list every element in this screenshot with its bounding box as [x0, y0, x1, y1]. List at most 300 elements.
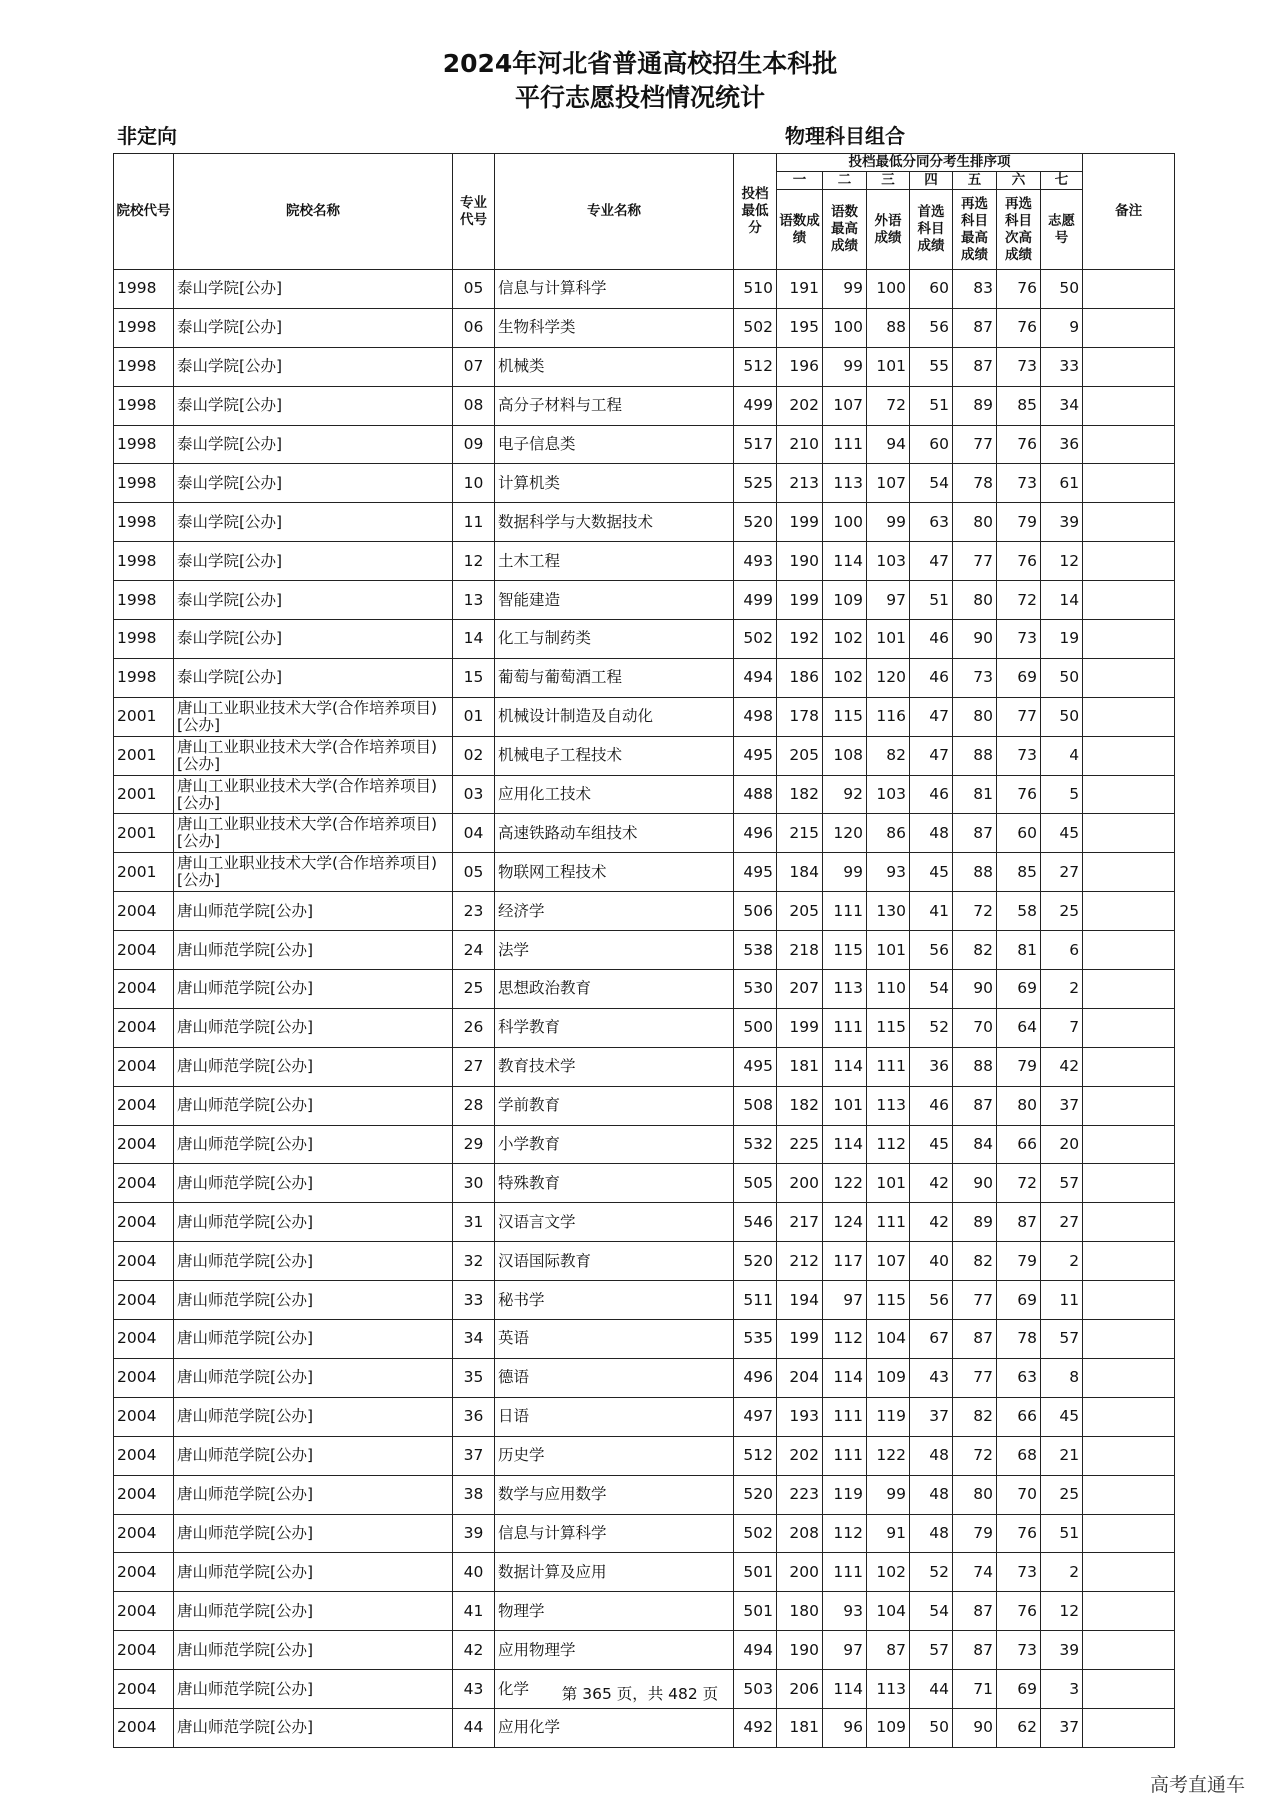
criterion-1-cell: 199	[777, 503, 823, 542]
criterion-3-cell: 99	[867, 1475, 910, 1514]
criterion-1-cell: 202	[777, 386, 823, 425]
criterion-3-cell: 101	[867, 620, 910, 659]
criterion-6-cell: 73	[997, 1631, 1041, 1670]
criterion-6-cell: 87	[997, 1203, 1041, 1242]
table-row	[114, 1125, 1175, 1164]
criterion-3-cell: 102	[867, 1553, 910, 1592]
criterion-4-cell: 67	[910, 1320, 953, 1359]
min-score-cell: 502	[734, 620, 777, 659]
school-code-cell: 1998	[114, 425, 174, 464]
criterion-6-cell: 73	[997, 620, 1041, 659]
criterion-2-cell: 107	[823, 386, 867, 425]
criterion-4-cell: 48	[910, 1514, 953, 1553]
criterion-3-cell: 91	[867, 1514, 910, 1553]
header-criterion-1: 语数成绩	[777, 190, 823, 270]
school-code-cell: 2001	[114, 775, 174, 814]
criterion-4-cell: 43	[910, 1358, 953, 1397]
criterion-2-cell: 108	[823, 736, 867, 775]
school-code-cell: 2004	[114, 970, 174, 1009]
criterion-7-cell: 20	[1041, 1125, 1083, 1164]
criterion-4-cell: 37	[910, 1397, 953, 1436]
school-name-cell: 唐山师范学院[公办]	[174, 970, 453, 1009]
criterion-4-cell: 51	[910, 581, 953, 620]
criterion-7-cell: 12	[1041, 542, 1083, 581]
major-code-cell: 01	[453, 697, 495, 736]
criterion-2-cell: 99	[823, 853, 867, 892]
criterion-7-cell: 7	[1041, 1008, 1083, 1047]
criterion-2-cell: 99	[823, 347, 867, 386]
criterion-3-cell: 72	[867, 386, 910, 425]
criterion-3-cell: 119	[867, 1397, 910, 1436]
table-row	[114, 853, 1175, 892]
header-order-2: 二	[823, 172, 867, 190]
criterion-7-cell: 5	[1041, 775, 1083, 814]
min-score-cell: 493	[734, 542, 777, 581]
min-score-cell: 520	[734, 503, 777, 542]
criterion-5-cell: 88	[953, 736, 997, 775]
header-order-5: 五	[953, 172, 997, 190]
page-footer: 第 365 页，共 482 页	[561, 1685, 719, 1703]
criterion-1-cell: 223	[777, 1475, 823, 1514]
criterion-7-cell: 57	[1041, 1164, 1083, 1203]
table-row	[114, 775, 1175, 814]
criterion-1-cell: 196	[777, 347, 823, 386]
min-score-cell: 499	[734, 581, 777, 620]
criterion-5-cell: 88	[953, 853, 997, 892]
school-name-cell: 唐山师范学院[公办]	[174, 1008, 453, 1047]
table-row	[114, 1514, 1175, 1553]
criterion-3-cell: 112	[867, 1125, 910, 1164]
remark-cell	[1083, 1553, 1175, 1592]
remark-cell	[1083, 1631, 1175, 1670]
school-name-cell: 泰山学院[公办]	[174, 581, 453, 620]
criterion-3-cell: 103	[867, 542, 910, 581]
min-score-cell: 496	[734, 814, 777, 853]
criterion-2-cell: 114	[823, 542, 867, 581]
major-code-cell: 10	[453, 464, 495, 503]
criterion-7-cell: 25	[1041, 892, 1083, 931]
criterion-3-cell: 109	[867, 1358, 910, 1397]
criterion-2-cell: 115	[823, 697, 867, 736]
criterion-7-cell: 42	[1041, 1047, 1083, 1086]
min-score-cell: 532	[734, 1125, 777, 1164]
criterion-4-cell: 52	[910, 1553, 953, 1592]
major-code-cell: 25	[453, 970, 495, 1009]
criterion-4-cell: 50	[910, 1708, 953, 1747]
remark-cell	[1083, 270, 1175, 309]
criterion-7-cell: 2	[1041, 1242, 1083, 1281]
header-order-4: 四	[910, 172, 953, 190]
remark-cell	[1083, 1086, 1175, 1125]
major-code-cell: 09	[453, 425, 495, 464]
criterion-6-cell: 73	[997, 736, 1041, 775]
criterion-2-cell: 93	[823, 1592, 867, 1631]
major-code-cell: 32	[453, 1242, 495, 1281]
criterion-5-cell: 80	[953, 697, 997, 736]
criterion-6-cell: 79	[997, 1242, 1041, 1281]
criterion-2-cell: 112	[823, 1514, 867, 1553]
table-row	[114, 1708, 1175, 1747]
major-name-cell: 特殊教育	[495, 1164, 734, 1203]
subject-group-label: 物理科目组合	[785, 124, 905, 148]
remark-cell	[1083, 970, 1175, 1009]
criterion-7-cell: 2	[1041, 1553, 1083, 1592]
remark-cell	[1083, 658, 1175, 697]
criterion-3-cell: 109	[867, 1708, 910, 1747]
major-name-cell: 机械电子工程技术	[495, 736, 734, 775]
criterion-1-cell: 193	[777, 1397, 823, 1436]
criterion-4-cell: 54	[910, 1592, 953, 1631]
school-name-cell: 泰山学院[公办]	[174, 347, 453, 386]
min-score-cell: 495	[734, 1047, 777, 1086]
criterion-5-cell: 73	[953, 658, 997, 697]
criterion-1-cell: 178	[777, 697, 823, 736]
criterion-3-cell: 87	[867, 1631, 910, 1670]
criterion-1-cell: 225	[777, 1125, 823, 1164]
min-score-cell: 535	[734, 1320, 777, 1359]
criterion-1-cell: 184	[777, 853, 823, 892]
remark-cell	[1083, 425, 1175, 464]
criterion-6-cell: 63	[997, 1358, 1041, 1397]
min-score-cell: 496	[734, 1358, 777, 1397]
criterion-6-cell: 76	[997, 425, 1041, 464]
min-score-cell: 505	[734, 1164, 777, 1203]
criterion-4-cell: 46	[910, 620, 953, 659]
remark-cell	[1083, 503, 1175, 542]
criterion-3-cell: 111	[867, 1203, 910, 1242]
school-name-cell: 唐山师范学院[公办]	[174, 1475, 453, 1514]
table-row	[114, 970, 1175, 1009]
criterion-1-cell: 212	[777, 1242, 823, 1281]
major-code-cell: 03	[453, 775, 495, 814]
criterion-6-cell: 66	[997, 1125, 1041, 1164]
major-code-cell: 43	[453, 1670, 495, 1709]
school-name-cell: 泰山学院[公办]	[174, 503, 453, 542]
criterion-7-cell: 34	[1041, 386, 1083, 425]
table-row	[114, 1047, 1175, 1086]
header-order-3: 三	[867, 172, 910, 190]
min-score-cell: 495	[734, 853, 777, 892]
criterion-3-cell: 116	[867, 697, 910, 736]
criterion-6-cell: 69	[997, 970, 1041, 1009]
table-row	[114, 347, 1175, 386]
min-score-cell: 525	[734, 464, 777, 503]
school-code-cell: 2001	[114, 736, 174, 775]
criterion-4-cell: 47	[910, 542, 953, 581]
school-name-cell: 唐山师范学院[公办]	[174, 1514, 453, 1553]
criterion-1-cell: 199	[777, 581, 823, 620]
criterion-5-cell: 87	[953, 1320, 997, 1359]
major-code-cell: 12	[453, 542, 495, 581]
school-code-cell: 2004	[114, 1008, 174, 1047]
major-code-cell: 24	[453, 931, 495, 970]
school-code-cell: 2004	[114, 1086, 174, 1125]
criterion-7-cell: 25	[1041, 1475, 1083, 1514]
major-code-cell: 23	[453, 892, 495, 931]
school-name-cell: 泰山学院[公办]	[174, 542, 453, 581]
criterion-2-cell: 96	[823, 1708, 867, 1747]
major-name-cell: 德语	[495, 1358, 734, 1397]
criterion-7-cell: 4	[1041, 736, 1083, 775]
criterion-5-cell: 90	[953, 1164, 997, 1203]
criterion-3-cell: 120	[867, 658, 910, 697]
school-name-cell: 唐山师范学院[公办]	[174, 1125, 453, 1164]
major-code-cell: 36	[453, 1397, 495, 1436]
school-name-cell: 唐山师范学院[公办]	[174, 1358, 453, 1397]
remark-cell	[1083, 853, 1175, 892]
criterion-4-cell: 42	[910, 1203, 953, 1242]
criterion-6-cell: 76	[997, 1592, 1041, 1631]
header-criterion-4: 首选科目成绩	[910, 190, 953, 270]
criterion-4-cell: 48	[910, 814, 953, 853]
header-criterion-5: 再选科目最高成绩	[953, 190, 997, 270]
major-name-cell: 葡萄与葡萄酒工程	[495, 658, 734, 697]
criterion-6-cell: 69	[997, 1281, 1041, 1320]
criterion-6-cell: 60	[997, 814, 1041, 853]
criterion-3-cell: 86	[867, 814, 910, 853]
criterion-2-cell: 117	[823, 1242, 867, 1281]
criterion-6-cell: 69	[997, 658, 1041, 697]
major-name-cell: 教育技术学	[495, 1047, 734, 1086]
criterion-6-cell: 76	[997, 775, 1041, 814]
criterion-1-cell: 199	[777, 1320, 823, 1359]
criterion-2-cell: 119	[823, 1475, 867, 1514]
criterion-2-cell: 102	[823, 620, 867, 659]
criterion-5-cell: 87	[953, 1631, 997, 1670]
min-score-cell: 520	[734, 1242, 777, 1281]
criterion-7-cell: 39	[1041, 1631, 1083, 1670]
document-title-line2: 平行志愿投档情况统计	[514, 83, 765, 112]
school-code-cell: 1998	[114, 581, 174, 620]
criterion-1-cell: 215	[777, 814, 823, 853]
school-code-cell: 2001	[114, 814, 174, 853]
school-name-cell: 唐山工业职业技术大学(合作培养项目)[公办]	[174, 697, 453, 736]
criterion-6-cell: 80	[997, 1086, 1041, 1125]
major-name-cell: 物联网工程技术	[495, 853, 734, 892]
criterion-1-cell: 210	[777, 425, 823, 464]
school-name-cell: 泰山学院[公办]	[174, 658, 453, 697]
criterion-1-cell: 213	[777, 464, 823, 503]
school-name-cell: 唐山师范学院[公办]	[174, 892, 453, 931]
school-code-cell: 2004	[114, 1592, 174, 1631]
criterion-2-cell: 102	[823, 658, 867, 697]
criterion-2-cell: 111	[823, 425, 867, 464]
school-name-cell: 唐山师范学院[公办]	[174, 1320, 453, 1359]
table-row	[114, 464, 1175, 503]
major-name-cell: 生物科学类	[495, 308, 734, 347]
major-code-cell: 15	[453, 658, 495, 697]
major-name-cell: 信息与计算科学	[495, 270, 734, 309]
remark-cell	[1083, 1514, 1175, 1553]
school-code-cell: 2004	[114, 1553, 174, 1592]
school-code-cell: 2001	[114, 697, 174, 736]
criterion-5-cell: 82	[953, 1397, 997, 1436]
criterion-6-cell: 73	[997, 347, 1041, 386]
criterion-7-cell: 50	[1041, 270, 1083, 309]
criterion-4-cell: 56	[910, 1281, 953, 1320]
criterion-2-cell: 99	[823, 270, 867, 309]
table-row	[114, 386, 1175, 425]
school-name-cell: 唐山工业职业技术大学(合作培养项目)[公办]	[174, 736, 453, 775]
major-name-cell: 汉语国际教育	[495, 1242, 734, 1281]
school-name-cell: 唐山师范学院[公办]	[174, 1086, 453, 1125]
major-code-cell: 06	[453, 308, 495, 347]
major-code-cell: 14	[453, 620, 495, 659]
admission-table	[113, 153, 1175, 1748]
major-code-cell: 30	[453, 1164, 495, 1203]
school-name-cell: 唐山工业职业技术大学(合作培养项目)[公办]	[174, 775, 453, 814]
school-name-cell: 唐山工业职业技术大学(合作培养项目)[公办]	[174, 814, 453, 853]
major-name-cell: 科学教育	[495, 1008, 734, 1047]
table-row	[114, 1164, 1175, 1203]
criterion-1-cell: 181	[777, 1708, 823, 1747]
criterion-3-cell: 107	[867, 464, 910, 503]
criterion-2-cell: 97	[823, 1281, 867, 1320]
criterion-7-cell: 37	[1041, 1086, 1083, 1125]
major-code-cell: 07	[453, 347, 495, 386]
major-name-cell: 信息与计算科学	[495, 1514, 734, 1553]
criterion-4-cell: 48	[910, 1436, 953, 1475]
criterion-4-cell: 54	[910, 464, 953, 503]
criterion-3-cell: 88	[867, 308, 910, 347]
header-remark: 备注	[1083, 154, 1175, 270]
criterion-7-cell: 57	[1041, 1320, 1083, 1359]
criterion-3-cell: 94	[867, 425, 910, 464]
remark-cell	[1083, 1708, 1175, 1747]
criterion-4-cell: 47	[910, 736, 953, 775]
table-row	[114, 697, 1175, 736]
min-score-cell: 494	[734, 658, 777, 697]
criterion-5-cell: 87	[953, 814, 997, 853]
criterion-6-cell: 85	[997, 386, 1041, 425]
major-code-cell: 37	[453, 1436, 495, 1475]
table-row	[114, 658, 1175, 697]
criterion-4-cell: 51	[910, 386, 953, 425]
major-code-cell: 38	[453, 1475, 495, 1514]
remark-cell	[1083, 697, 1175, 736]
criterion-7-cell: 2	[1041, 970, 1083, 1009]
min-score-cell: 494	[734, 1631, 777, 1670]
criterion-3-cell: 113	[867, 1086, 910, 1125]
school-name-cell: 泰山学院[公办]	[174, 464, 453, 503]
school-name-cell: 泰山学院[公办]	[174, 425, 453, 464]
criterion-3-cell: 93	[867, 853, 910, 892]
criterion-6-cell: 77	[997, 697, 1041, 736]
remark-cell	[1083, 347, 1175, 386]
major-code-cell: 05	[453, 853, 495, 892]
major-name-cell: 秘书学	[495, 1281, 734, 1320]
header-criterion-3: 外语成绩	[867, 190, 910, 270]
header-criterion-7: 志愿号	[1041, 190, 1083, 270]
criterion-5-cell: 80	[953, 1475, 997, 1514]
school-name-cell: 唐山师范学院[公办]	[174, 1047, 453, 1086]
major-name-cell: 应用化学	[495, 1708, 734, 1747]
criterion-6-cell: 78	[997, 1320, 1041, 1359]
major-name-cell: 化工与制药类	[495, 620, 734, 659]
remark-cell	[1083, 892, 1175, 931]
criterion-7-cell: 50	[1041, 697, 1083, 736]
criterion-6-cell: 76	[997, 308, 1041, 347]
criterion-2-cell: 113	[823, 970, 867, 1009]
criterion-1-cell: 218	[777, 931, 823, 970]
criterion-3-cell: 110	[867, 970, 910, 1009]
major-name-cell: 化学	[495, 1670, 734, 1709]
school-name-cell: 唐山师范学院[公办]	[174, 1708, 453, 1747]
min-score-cell: 502	[734, 1514, 777, 1553]
major-name-cell: 应用化工技术	[495, 775, 734, 814]
major-name-cell: 智能建造	[495, 581, 734, 620]
criterion-2-cell: 109	[823, 581, 867, 620]
criterion-4-cell: 46	[910, 775, 953, 814]
criterion-1-cell: 191	[777, 270, 823, 309]
criterion-1-cell: 217	[777, 1203, 823, 1242]
criterion-1-cell: 186	[777, 658, 823, 697]
remark-cell	[1083, 1358, 1175, 1397]
category-label: 非定向	[117, 124, 177, 148]
criterion-2-cell: 111	[823, 1397, 867, 1436]
criterion-3-cell: 104	[867, 1320, 910, 1359]
criterion-7-cell: 19	[1041, 620, 1083, 659]
min-score-cell: 502	[734, 308, 777, 347]
remark-cell	[1083, 1475, 1175, 1514]
criterion-7-cell: 27	[1041, 1203, 1083, 1242]
criterion-4-cell: 47	[910, 697, 953, 736]
min-score-cell: 495	[734, 736, 777, 775]
criterion-3-cell: 103	[867, 775, 910, 814]
criterion-7-cell: 39	[1041, 503, 1083, 542]
table-row	[114, 1358, 1175, 1397]
criterion-5-cell: 80	[953, 581, 997, 620]
remark-cell	[1083, 931, 1175, 970]
major-name-cell: 思想政治教育	[495, 970, 734, 1009]
table-row	[114, 503, 1175, 542]
criterion-2-cell: 112	[823, 1320, 867, 1359]
criterion-6-cell: 79	[997, 503, 1041, 542]
min-score-cell: 546	[734, 1203, 777, 1242]
major-code-cell: 27	[453, 1047, 495, 1086]
remark-cell	[1083, 620, 1175, 659]
criterion-5-cell: 87	[953, 308, 997, 347]
remark-cell	[1083, 1047, 1175, 1086]
min-score-cell: 499	[734, 386, 777, 425]
criterion-7-cell: 12	[1041, 1592, 1083, 1631]
criterion-3-cell: 97	[867, 581, 910, 620]
criterion-4-cell: 40	[910, 1242, 953, 1281]
criterion-4-cell: 44	[910, 1670, 953, 1709]
criterion-3-cell: 122	[867, 1436, 910, 1475]
min-score-cell: 517	[734, 425, 777, 464]
school-code-cell: 2004	[114, 1320, 174, 1359]
table-row	[114, 931, 1175, 970]
school-code-cell: 1998	[114, 464, 174, 503]
criterion-7-cell: 51	[1041, 1514, 1083, 1553]
criterion-2-cell: 122	[823, 1164, 867, 1203]
header-ranking-group: 投档最低分同分考生排序项	[777, 154, 1083, 172]
school-name-cell: 唐山师范学院[公办]	[174, 1553, 453, 1592]
criterion-5-cell: 70	[953, 1008, 997, 1047]
min-score-cell: 506	[734, 892, 777, 931]
major-name-cell: 物理学	[495, 1592, 734, 1631]
criterion-7-cell: 3	[1041, 1670, 1083, 1709]
school-code-cell: 2004	[114, 1436, 174, 1475]
major-name-cell: 英语	[495, 1320, 734, 1359]
criterion-6-cell: 64	[997, 1008, 1041, 1047]
major-code-cell: 11	[453, 503, 495, 542]
school-name-cell: 唐山师范学院[公办]	[174, 931, 453, 970]
min-score-cell: 500	[734, 1008, 777, 1047]
major-name-cell: 历史学	[495, 1436, 734, 1475]
school-name-cell: 唐山师范学院[公办]	[174, 1592, 453, 1631]
